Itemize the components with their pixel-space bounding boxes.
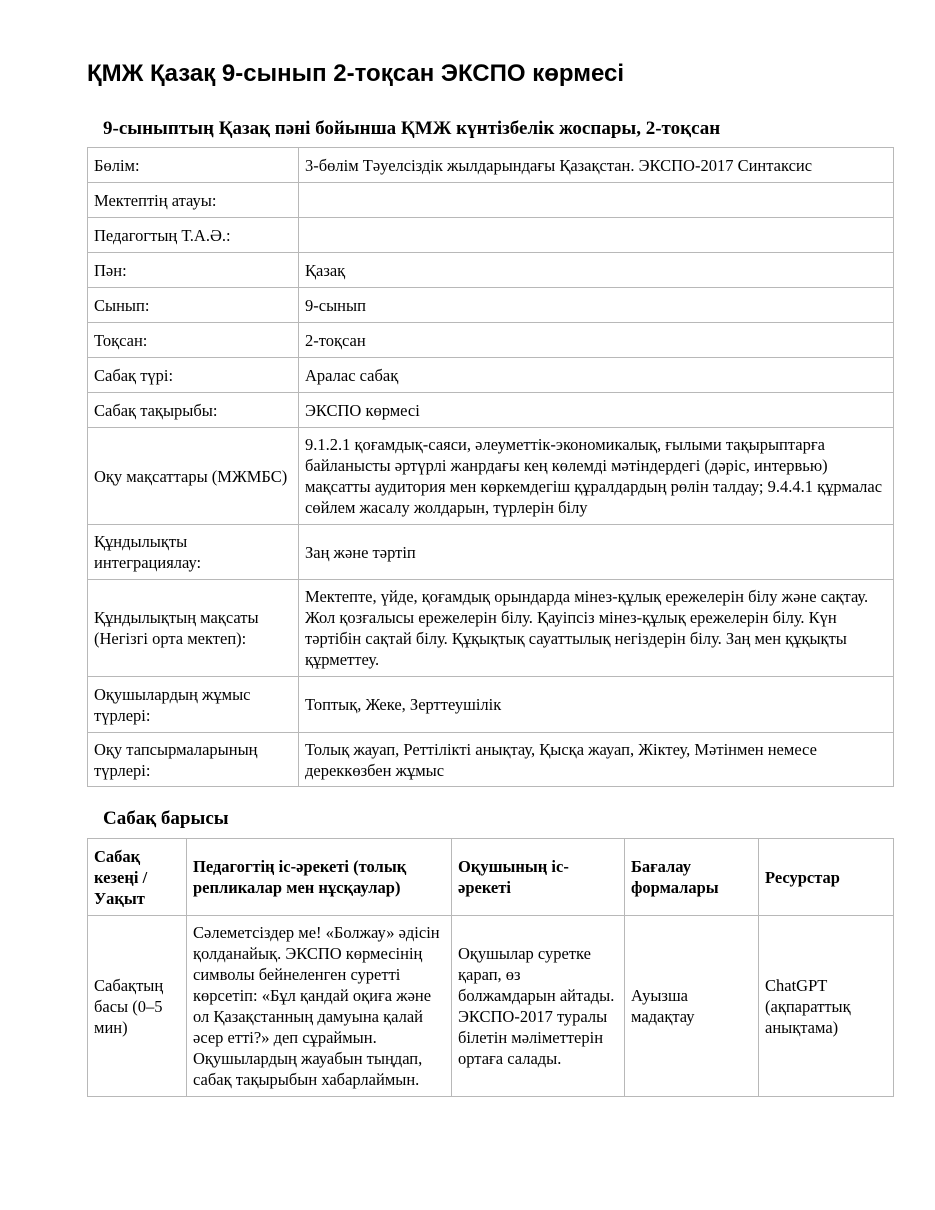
plan-info-table [87,147,894,787]
column-header-resources: Ресурстар [759,839,894,916]
info-row-learning-objectives [88,428,894,525]
lesson-assessment: Ауызша мадақтау [625,916,759,1097]
info-row-section [88,148,894,183]
info-label: Тоқсан: [88,323,299,358]
info-value: ЭКСПО көрмесі [299,393,894,428]
info-label: Сынып: [88,288,299,323]
lesson-progress-table [87,838,894,1097]
info-label: Пән: [88,253,299,288]
info-label: Оқушылардың жұмыс түрлері: [88,677,299,733]
info-label: Сабақ түрі: [88,358,299,393]
document-title: ҚМЖ Қазақ 9-сынып 2-тоқсан ЭКСПО көрмесі [87,60,625,87]
column-header-stage: Сабақ кезеңі / Уақыт [88,839,187,916]
info-label: Мектептің атауы: [88,183,299,218]
info-label: Сабақ тақырыбы: [88,393,299,428]
info-value: Заң және тәртіп [299,525,894,580]
info-row-task-types [88,733,894,787]
info-row-lesson-type [88,358,894,393]
column-header-assessment: Бағалау формалары [625,839,759,916]
info-label: Оқу мақсаттары (МЖМБС) [88,428,299,525]
lesson-row [88,916,894,1097]
info-value: 2-тоқсан [299,323,894,358]
plan-heading: 9-сыныптың Қазақ пәні бойынша ҚМЖ күнтізбелік жоспары, 2-тоқсан [103,118,721,139]
column-header-student: Оқушының іс-әрекеті [452,839,625,916]
column-header-teacher: Педагогтің іс-әрекеті (толық репликалар мен нұсқаулар) [187,839,452,916]
info-value: Толық жауап, Реттілікті анықтау, Қысқа жауап, Жіктеу, Мәтінмен немесе дереккөзбен жұмыс [299,733,894,787]
info-label: Оқу тапсырмаларының түрлері: [88,733,299,787]
info-row-quarter [88,323,894,358]
info-value: Қазақ [299,253,894,288]
info-row-lesson-topic [88,393,894,428]
info-value: Топтық, Жеке, Зерттеушілік [299,677,894,733]
info-label: Бөлім: [88,148,299,183]
info-label: Құндылықтың мақсаты (Негізгі орта мектеп): [88,580,299,677]
info-row-value-goal [88,580,894,677]
lesson-header-row [88,839,894,916]
info-value [299,183,894,218]
info-value: 3-бөлім Тәуелсіздік жылдарындағы Қазақстан. ЭКСПО-2017 Синтаксис [299,148,894,183]
lesson-student-activity: Оқушылар суретке қарап, өз болжамдарын айтады. ЭКСПО-2017 туралы білетін мәліметтерін ортаға салады. [452,916,625,1097]
lesson-stage: Сабақтың басы (0–5 мин) [88,916,187,1097]
lesson-resources: ChatGPT (ақпараттық анықтама) [759,916,894,1097]
info-row-work-types [88,677,894,733]
info-label: Педагогтың Т.А.Ә.: [88,218,299,253]
info-row-grade [88,288,894,323]
info-row-subject [88,253,894,288]
info-row-school [88,183,894,218]
info-row-value-integration [88,525,894,580]
info-value: 9-сынып [299,288,894,323]
lesson-teacher-activity: Сәлеметсіздер ме! «Болжау» әдісін қолданайық. ЭКСПО көрмесінің символы бейнеленген суретті көрсетіп: «Бұл қандай оқиға және ол Қазақстанның дамуына қалай әсер етті?» деп сұраймын. Оқушылардың жауабын тыңдап, сабақ тақырыбын хабарлаймын. [187,916,452,1097]
info-value [299,218,894,253]
info-row-teacher [88,218,894,253]
info-value: Мектепте, үйде, қоғамдық орындарда мінез-құлық ережелерін білу және сақтау. Жол қозғалысы ережелерін білу. Қауіпсіз мінез-құлық ережелерін білу. Күн тәртібін сақтай білу. Құқықтық сауаттылық негіздерін білу. Заң мен құқықты құрметтеу. [299,580,894,677]
lesson-heading: Сабақ барысы [103,808,229,829]
info-label: Құндылықты интеграциялау: [88,525,299,580]
info-value: Аралас сабақ [299,358,894,393]
info-value: 9.1.2.1 қоғамдық-саяси, әлеуметтік-экономикалық, ғылыми тақырыптарға байланысты әртүрлі жанрдағы кең көлемді мәтіндердегі (дәріс, интервью) мақсатты аудитория мен көркемдегіш құралдардың рөлін талдау; 9.4.4.1 құрмалас сөйлем жасалу жолдарын, түрлерін білу [299,428,894,525]
